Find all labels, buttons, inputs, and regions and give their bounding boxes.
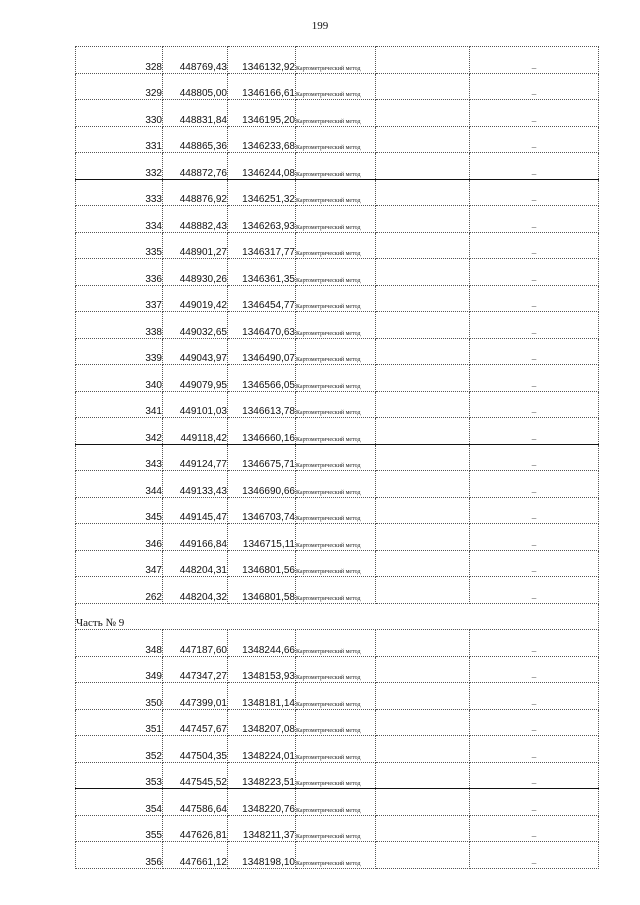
empty-cell <box>376 206 470 233</box>
method-cell: Картометрический метод <box>296 683 376 710</box>
dash-cell: – <box>470 683 599 710</box>
point-number: 337 <box>76 285 163 312</box>
table-row <box>76 736 599 763</box>
method-cell: Картометрический метод <box>296 550 376 577</box>
point-number: 345 <box>76 497 163 524</box>
method-cell: Картометрический метод <box>296 391 376 418</box>
method-cell: Картометрический метод <box>296 179 376 206</box>
coordinate-y: 1346244,08 <box>228 153 296 180</box>
table-row <box>76 312 599 339</box>
method-cell: Картометрический метод <box>296 232 376 259</box>
dash-cell: – <box>470 577 599 604</box>
coordinate-x: 448204,31 <box>163 550 228 577</box>
coordinate-x: 448865,36 <box>163 126 228 153</box>
coordinate-x: 449133,43 <box>163 471 228 498</box>
empty-cell <box>376 789 470 816</box>
coordinate-y: 1348211,37 <box>228 815 296 842</box>
empty-cell <box>376 497 470 524</box>
empty-cell <box>376 524 470 551</box>
page-number: 199 <box>311 20 329 32</box>
point-number: 341 <box>76 391 163 418</box>
coordinate-y: 1346690,66 <box>228 471 296 498</box>
table-row <box>76 338 599 365</box>
dash-cell: – <box>470 418 599 445</box>
coordinate-x: 448882,43 <box>163 206 228 233</box>
section-header-body <box>76 603 599 630</box>
dash-cell: – <box>470 391 599 418</box>
dash-cell: – <box>470 709 599 736</box>
point-number: 348 <box>76 630 163 657</box>
empty-cell <box>376 391 470 418</box>
table-body-part-b <box>76 630 599 869</box>
coordinate-x: 449079,95 <box>163 365 228 392</box>
table-row <box>76 709 599 736</box>
table-row <box>76 789 599 816</box>
coordinate-x: 448876,92 <box>163 179 228 206</box>
table-row <box>76 444 599 471</box>
dash-cell: – <box>470 100 599 127</box>
coordinate-x: 447504,35 <box>163 736 228 763</box>
method-cell: Картометрический метод <box>296 444 376 471</box>
dash-cell: – <box>470 789 599 816</box>
dash-cell: – <box>470 232 599 259</box>
point-number: 330 <box>76 100 163 127</box>
coordinates-table <box>75 46 599 869</box>
coordinate-x: 448872,76 <box>163 153 228 180</box>
coordinate-x: 449043,97 <box>163 338 228 365</box>
table-row <box>76 815 599 842</box>
coordinate-x: 448901,27 <box>163 232 228 259</box>
dash-cell: – <box>470 179 599 206</box>
coordinate-x: 447626,81 <box>163 815 228 842</box>
empty-cell <box>376 153 470 180</box>
table-row <box>76 365 599 392</box>
method-cell: Картометрический метод <box>296 312 376 339</box>
point-number: 350 <box>76 683 163 710</box>
point-number: 346 <box>76 524 163 551</box>
coordinate-y: 1346251,32 <box>228 179 296 206</box>
empty-cell <box>376 100 470 127</box>
coordinate-y: 1346454,77 <box>228 285 296 312</box>
table-row <box>76 206 599 233</box>
dash-cell: – <box>470 73 599 100</box>
method-cell: Картометрический метод <box>296 471 376 498</box>
empty-cell <box>376 365 470 392</box>
dash-cell: – <box>470 206 599 233</box>
method-cell: Картометрический метод <box>296 73 376 100</box>
point-number: 329 <box>76 73 163 100</box>
method-cell: Картометрический метод <box>296 815 376 842</box>
method-cell: Картометрический метод <box>296 736 376 763</box>
coordinate-x: 448930,26 <box>163 259 228 286</box>
method-cell: Картометрический метод <box>296 338 376 365</box>
point-number: 328 <box>76 47 163 74</box>
empty-cell <box>376 656 470 683</box>
coordinate-x: 449101,03 <box>163 391 228 418</box>
coordinate-y: 1348207,08 <box>228 709 296 736</box>
dash-cell: – <box>470 444 599 471</box>
dash-cell: – <box>470 524 599 551</box>
dash-cell: – <box>470 153 599 180</box>
coordinate-y: 1348181,14 <box>228 683 296 710</box>
coordinate-x: 448769,43 <box>163 47 228 74</box>
coordinate-y: 1346703,74 <box>228 497 296 524</box>
table-row <box>76 550 599 577</box>
method-cell: Картометрический метод <box>296 656 376 683</box>
empty-cell <box>376 842 470 869</box>
empty-cell <box>376 630 470 657</box>
dash-cell: – <box>470 550 599 577</box>
table-row <box>76 524 599 551</box>
coordinate-y: 1348198,10 <box>228 842 296 869</box>
table-row <box>76 285 599 312</box>
coordinate-y: 1346801,56 <box>228 550 296 577</box>
method-cell: Картометрический метод <box>296 709 376 736</box>
coordinate-x: 449019,42 <box>163 285 228 312</box>
empty-cell <box>376 683 470 710</box>
coordinate-y: 1348153,93 <box>228 656 296 683</box>
coordinate-x: 447347,27 <box>163 656 228 683</box>
empty-cell <box>376 312 470 339</box>
table-row <box>76 842 599 869</box>
empty-cell <box>376 471 470 498</box>
point-number: 356 <box>76 842 163 869</box>
table-row <box>76 391 599 418</box>
dash-cell: – <box>470 285 599 312</box>
method-cell: Картометрический метод <box>296 153 376 180</box>
table-row <box>76 153 599 180</box>
table-row <box>76 232 599 259</box>
method-cell: Картометрический метод <box>296 47 376 74</box>
coordinate-y: 1346613,78 <box>228 391 296 418</box>
table-row <box>76 762 599 789</box>
empty-cell <box>376 126 470 153</box>
coordinate-x: 449124,77 <box>163 444 228 471</box>
dash-cell: – <box>470 630 599 657</box>
point-number: 355 <box>76 815 163 842</box>
coordinate-y: 1346675,71 <box>228 444 296 471</box>
coordinate-x: 449118,42 <box>163 418 228 445</box>
table-row <box>76 179 599 206</box>
coordinate-y: 1346801,58 <box>228 577 296 604</box>
coordinate-y: 1346233,68 <box>228 126 296 153</box>
point-number: 334 <box>76 206 163 233</box>
table-row <box>76 471 599 498</box>
empty-cell <box>376 73 470 100</box>
point-number: 335 <box>76 232 163 259</box>
coordinate-y: 1346361,35 <box>228 259 296 286</box>
coordinate-y: 1346566,05 <box>228 365 296 392</box>
empty-cell <box>376 444 470 471</box>
empty-cell <box>376 47 470 74</box>
coordinate-y: 1348244,66 <box>228 630 296 657</box>
method-cell: Картометрический метод <box>296 762 376 789</box>
empty-cell <box>376 736 470 763</box>
empty-cell <box>376 577 470 604</box>
point-number: 338 <box>76 312 163 339</box>
coordinate-x: 449032,65 <box>163 312 228 339</box>
coordinate-x: 447586,64 <box>163 789 228 816</box>
section-row <box>76 603 599 630</box>
point-number: 352 <box>76 736 163 763</box>
empty-cell <box>376 179 470 206</box>
coordinate-y: 1346715,11 <box>228 524 296 551</box>
empty-cell <box>376 232 470 259</box>
point-number: 343 <box>76 444 163 471</box>
method-cell: Картометрический метод <box>296 126 376 153</box>
point-number: 331 <box>76 126 163 153</box>
coordinate-y: 1348220,76 <box>228 789 296 816</box>
coordinate-y: 1346195,20 <box>228 100 296 127</box>
coordinate-y: 1348224,01 <box>228 736 296 763</box>
coordinate-y: 1346470,63 <box>228 312 296 339</box>
table-row <box>76 73 599 100</box>
dash-cell: – <box>470 815 599 842</box>
empty-cell <box>376 285 470 312</box>
dash-cell: – <box>470 338 599 365</box>
method-cell: Картометрический метод <box>296 524 376 551</box>
dash-cell: – <box>470 365 599 392</box>
method-cell: Картометрический метод <box>296 789 376 816</box>
dash-cell: – <box>470 762 599 789</box>
method-cell: Картометрический метод <box>296 100 376 127</box>
method-cell: Картометрический метод <box>296 630 376 657</box>
table-row <box>76 259 599 286</box>
table-row <box>76 100 599 127</box>
table-row <box>76 126 599 153</box>
dash-cell: – <box>470 842 599 869</box>
dash-cell: – <box>470 312 599 339</box>
dash-cell: – <box>470 47 599 74</box>
table-row <box>76 656 599 683</box>
point-number: 332 <box>76 153 163 180</box>
point-number: 340 <box>76 365 163 392</box>
point-number: 339 <box>76 338 163 365</box>
empty-cell <box>376 709 470 736</box>
dash-cell: – <box>470 471 599 498</box>
coordinate-x: 448831,84 <box>163 100 228 127</box>
point-number: 333 <box>76 179 163 206</box>
coordinate-y: 1346166,61 <box>228 73 296 100</box>
point-number: 344 <box>76 471 163 498</box>
dash-cell: – <box>470 497 599 524</box>
empty-cell <box>376 259 470 286</box>
method-cell: Картометрический метод <box>296 842 376 869</box>
coordinate-x: 449166,84 <box>163 524 228 551</box>
table-row <box>76 47 599 74</box>
point-number: 262 <box>76 577 163 604</box>
method-cell: Картометрический метод <box>296 285 376 312</box>
point-number: 347 <box>76 550 163 577</box>
coordinate-x: 447399,01 <box>163 683 228 710</box>
coordinate-y: 1346263,93 <box>228 206 296 233</box>
coordinate-x: 447187,60 <box>163 630 228 657</box>
method-cell: Картометрический метод <box>296 497 376 524</box>
dash-cell: – <box>470 126 599 153</box>
empty-cell <box>376 338 470 365</box>
table-row <box>76 418 599 445</box>
dash-cell: – <box>470 259 599 286</box>
dash-cell: – <box>470 736 599 763</box>
table-row <box>76 630 599 657</box>
point-number: 353 <box>76 762 163 789</box>
coordinate-y: 1348223,51 <box>228 762 296 789</box>
point-number: 354 <box>76 789 163 816</box>
coordinate-x: 448204,32 <box>163 577 228 604</box>
coordinate-x: 447661,12 <box>163 842 228 869</box>
coordinate-x: 448805,00 <box>163 73 228 100</box>
table-row <box>76 577 599 604</box>
method-cell: Картометрический метод <box>296 206 376 233</box>
point-number: 351 <box>76 709 163 736</box>
coordinate-x: 449145,47 <box>163 497 228 524</box>
point-number: 342 <box>76 418 163 445</box>
method-cell: Картометрический метод <box>296 418 376 445</box>
section-title: Часть № 9 <box>76 603 599 630</box>
empty-cell <box>376 762 470 789</box>
coordinate-x: 447457,67 <box>163 709 228 736</box>
coordinate-y: 1346317,77 <box>228 232 296 259</box>
coordinate-y: 1346132,92 <box>228 47 296 74</box>
coordinate-y: 1346660,16 <box>228 418 296 445</box>
table-row <box>76 497 599 524</box>
table-body-part-a <box>76 47 599 604</box>
point-number: 349 <box>76 656 163 683</box>
empty-cell <box>376 550 470 577</box>
empty-cell <box>376 815 470 842</box>
coordinate-y: 1346490,07 <box>228 338 296 365</box>
empty-cell <box>376 418 470 445</box>
table-row <box>76 683 599 710</box>
coordinate-x: 447545,52 <box>163 762 228 789</box>
method-cell: Картометрический метод <box>296 365 376 392</box>
dash-cell: – <box>470 656 599 683</box>
method-cell: Картометрический метод <box>296 259 376 286</box>
point-number: 336 <box>76 259 163 286</box>
method-cell: Картометрический метод <box>296 577 376 604</box>
